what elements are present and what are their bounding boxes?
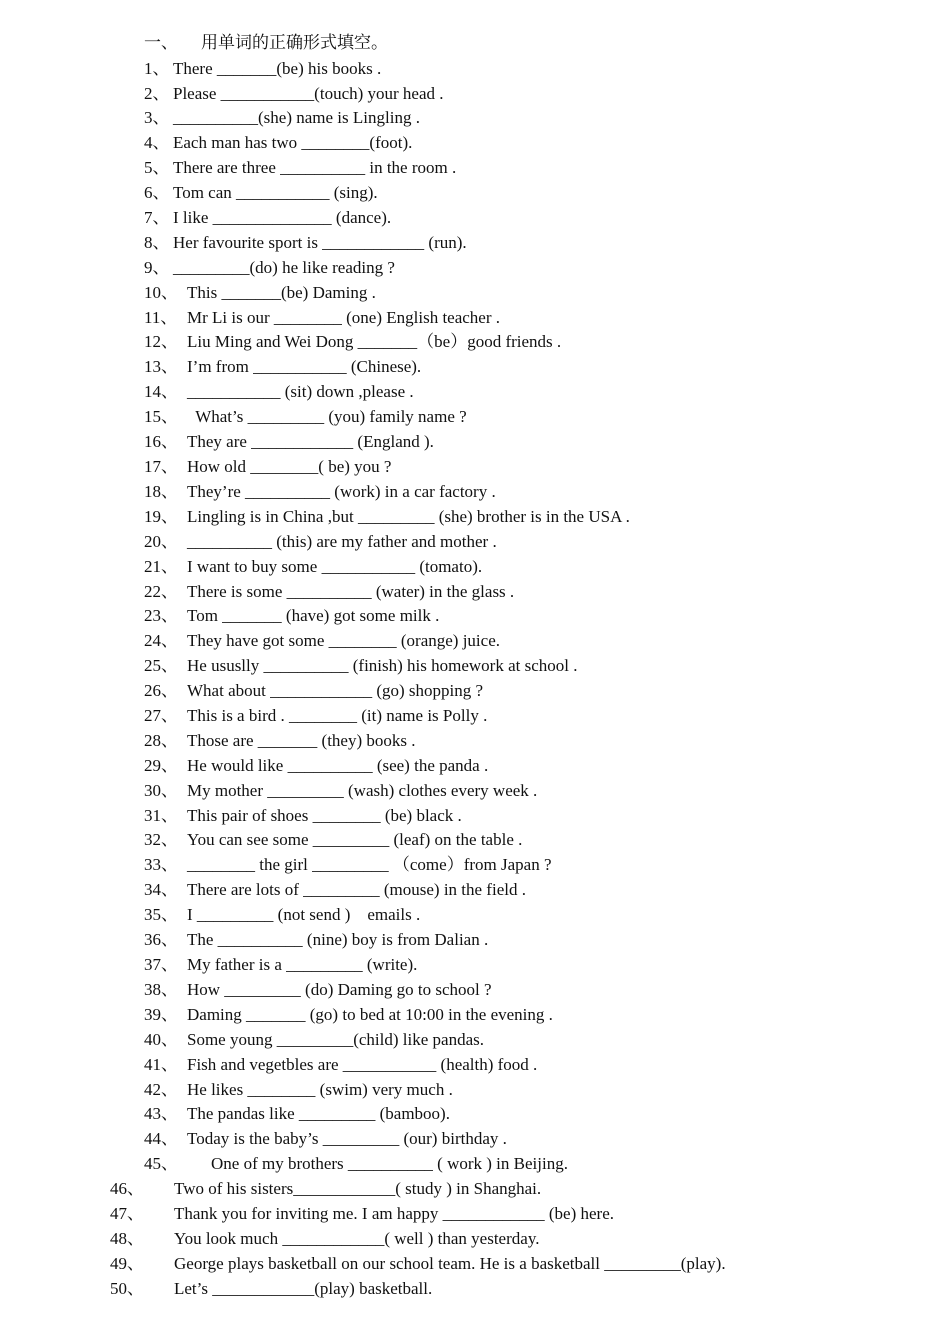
item-text: _________(do) he like reading ? [173, 258, 395, 277]
item-text: I’m from ___________ (Chinese). [187, 357, 422, 376]
item-text: There _______(be) his books . [173, 59, 382, 78]
item-text: He ususlly __________ (finish) his homework at school . [187, 656, 578, 675]
item-text: How old ________( be) you ? [187, 457, 392, 476]
item-number: 8、 [144, 233, 170, 252]
item-number: 42、 [144, 1080, 178, 1099]
item-text: ________ the girl _________ （come）from Japan ? [187, 855, 552, 874]
item-text: George plays basketball on our school team. He is a basketball _________(play). [174, 1254, 726, 1273]
item-number: 40、 [144, 1030, 178, 1049]
item-number: 9、 [144, 258, 170, 277]
item-number: 20、 [144, 532, 178, 551]
item-number: 3、 [144, 108, 170, 127]
item-number: 11、 [144, 308, 178, 327]
item-number: 5、 [144, 158, 170, 177]
item-number: 46、 [110, 1179, 144, 1198]
item-number: 14、 [144, 382, 178, 401]
item-number: 10、 [144, 283, 178, 302]
item-number: 50、 [110, 1279, 144, 1298]
item-number: 34、 [144, 880, 178, 899]
item-number: 15、 [144, 407, 178, 426]
item-text: There are lots of _________ (mouse) in the field . [187, 880, 526, 899]
item-text: ___________ (sit) down ,please . [187, 382, 414, 401]
item-number: 12、 [144, 332, 178, 351]
item-number: 16、 [144, 432, 178, 451]
item-text: You look much ____________( well ) than yesterday. [174, 1229, 540, 1248]
item-number: 7、 [144, 208, 170, 227]
item-text: My mother _________ (wash) clothes every week . [187, 781, 538, 800]
item-text: Let’s ____________(play) basketball. [174, 1279, 433, 1298]
item-text: My father is a _________ (write). [187, 955, 418, 974]
item-text: There is some __________ (water) in the glass . [187, 582, 515, 601]
item-number: 30、 [144, 781, 178, 800]
item-text: One of my brothers __________ ( work ) in Beijing. [211, 1154, 568, 1173]
item-number: 6、 [144, 183, 170, 202]
item-number: 17、 [144, 457, 178, 476]
item-number: 35、 [144, 905, 178, 924]
item-number: 4、 [144, 133, 170, 152]
item-number: 22、 [144, 582, 178, 601]
item-text: Mr Li is our ________ (one) English teacher . [187, 308, 501, 327]
item-number: 38、 [144, 980, 178, 999]
item-text: I like ______________ (dance). [173, 208, 392, 227]
item-number: 45、 [144, 1154, 178, 1173]
item-text: I want to buy some ___________ (tomato). [187, 557, 483, 576]
item-number: 2、 [144, 84, 170, 103]
item-text: Thank you for inviting me. I am happy ____________ (be) here. [174, 1204, 615, 1223]
item-text: He would like __________ (see) the panda . [187, 756, 489, 775]
item-text: The pandas like _________ (bamboo). [187, 1104, 450, 1123]
item-number: 43、 [144, 1104, 178, 1123]
item-number: 33、 [144, 855, 178, 874]
item-text: There are three __________ in the room . [173, 158, 457, 177]
item-number: 41、 [144, 1055, 178, 1074]
item-text: Please ___________(touch) your head . [173, 84, 444, 103]
item-text: __________ (this) are my father and mother . [187, 532, 497, 551]
item-number: 19、 [144, 507, 178, 526]
item-number: 28、 [144, 731, 178, 750]
item-number: 26、 [144, 681, 178, 700]
item-text: What’s _________ (you) family name ? [187, 407, 467, 426]
item-number: 48、 [110, 1229, 144, 1248]
item-number: 31、 [144, 806, 178, 825]
item-text: Two of his sisters____________( study ) in Shanghai. [174, 1179, 542, 1198]
item-text: Fish and vegetbles are ___________ (health) food . [187, 1055, 538, 1074]
item-text: They have got some ________ (orange) juice. [187, 631, 500, 650]
item-number: 18、 [144, 482, 178, 501]
item-text: You can see some _________ (leaf) on the table . [187, 830, 523, 849]
item-text: This _______(be) Daming . [187, 283, 376, 302]
item-text: This pair of shoes ________ (be) black . [187, 806, 462, 825]
section-title: 用单词的正确形式填空。 [201, 33, 388, 52]
item-text: __________(she) name is Lingling . [173, 108, 420, 127]
item-text: I _________ (not send ) emails . [187, 905, 421, 924]
item-number: 49、 [110, 1254, 144, 1273]
item-number: 37、 [144, 955, 178, 974]
item-number: 44、 [144, 1129, 178, 1148]
item-number: 1、 [144, 59, 170, 78]
item-number: 24、 [144, 631, 178, 650]
item-text: Liu Ming and Wei Dong _______（be）good friends . [187, 332, 562, 351]
item-text: Those are _______ (they) books . [187, 731, 416, 750]
item-number: 21、 [144, 557, 178, 576]
item-text: They’re __________ (work) in a car factory . [187, 482, 496, 501]
item-number: 32、 [144, 830, 178, 849]
item-number: 39、 [144, 1005, 178, 1024]
section-number: 一、 [144, 33, 178, 52]
item-number: 36、 [144, 930, 178, 949]
item-text: They are ____________ (England ). [187, 432, 434, 451]
item-number: 23、 [144, 606, 178, 625]
item-number: 47、 [110, 1204, 144, 1223]
item-text: He likes ________ (swim) very much . [187, 1080, 453, 1099]
item-text: Lingling is in China ,but _________ (she) brother is in the USA . [187, 507, 630, 526]
item-number: 25、 [144, 656, 178, 675]
item-text: Daming _______ (go) to bed at 10:00 in the evening . [187, 1005, 553, 1024]
item-number: 13、 [144, 357, 178, 376]
item-text: Tom _______ (have) got some milk . [187, 606, 440, 625]
item-text: Today is the baby’s _________ (our) birthday . [187, 1129, 507, 1148]
item-number: 27、 [144, 706, 178, 725]
item-text: Each man has two ________(foot). [173, 133, 413, 152]
item-text: This is a bird . ________ (it) name is Polly . [187, 706, 488, 725]
item-text: Some young _________(child) like pandas. [187, 1030, 484, 1049]
item-text: The __________ (nine) boy is from Dalian . [187, 930, 489, 949]
item-text: What about ____________ (go) shopping ? [187, 681, 484, 700]
section-heading [144, 31, 388, 56]
item-number: 29、 [144, 756, 178, 775]
item-text: Her favourite sport is ____________ (run). [173, 233, 467, 252]
item-text: How _________ (do) Daming go to school ? [187, 980, 492, 999]
item-text: Tom can ___________ (sing). [173, 183, 378, 202]
